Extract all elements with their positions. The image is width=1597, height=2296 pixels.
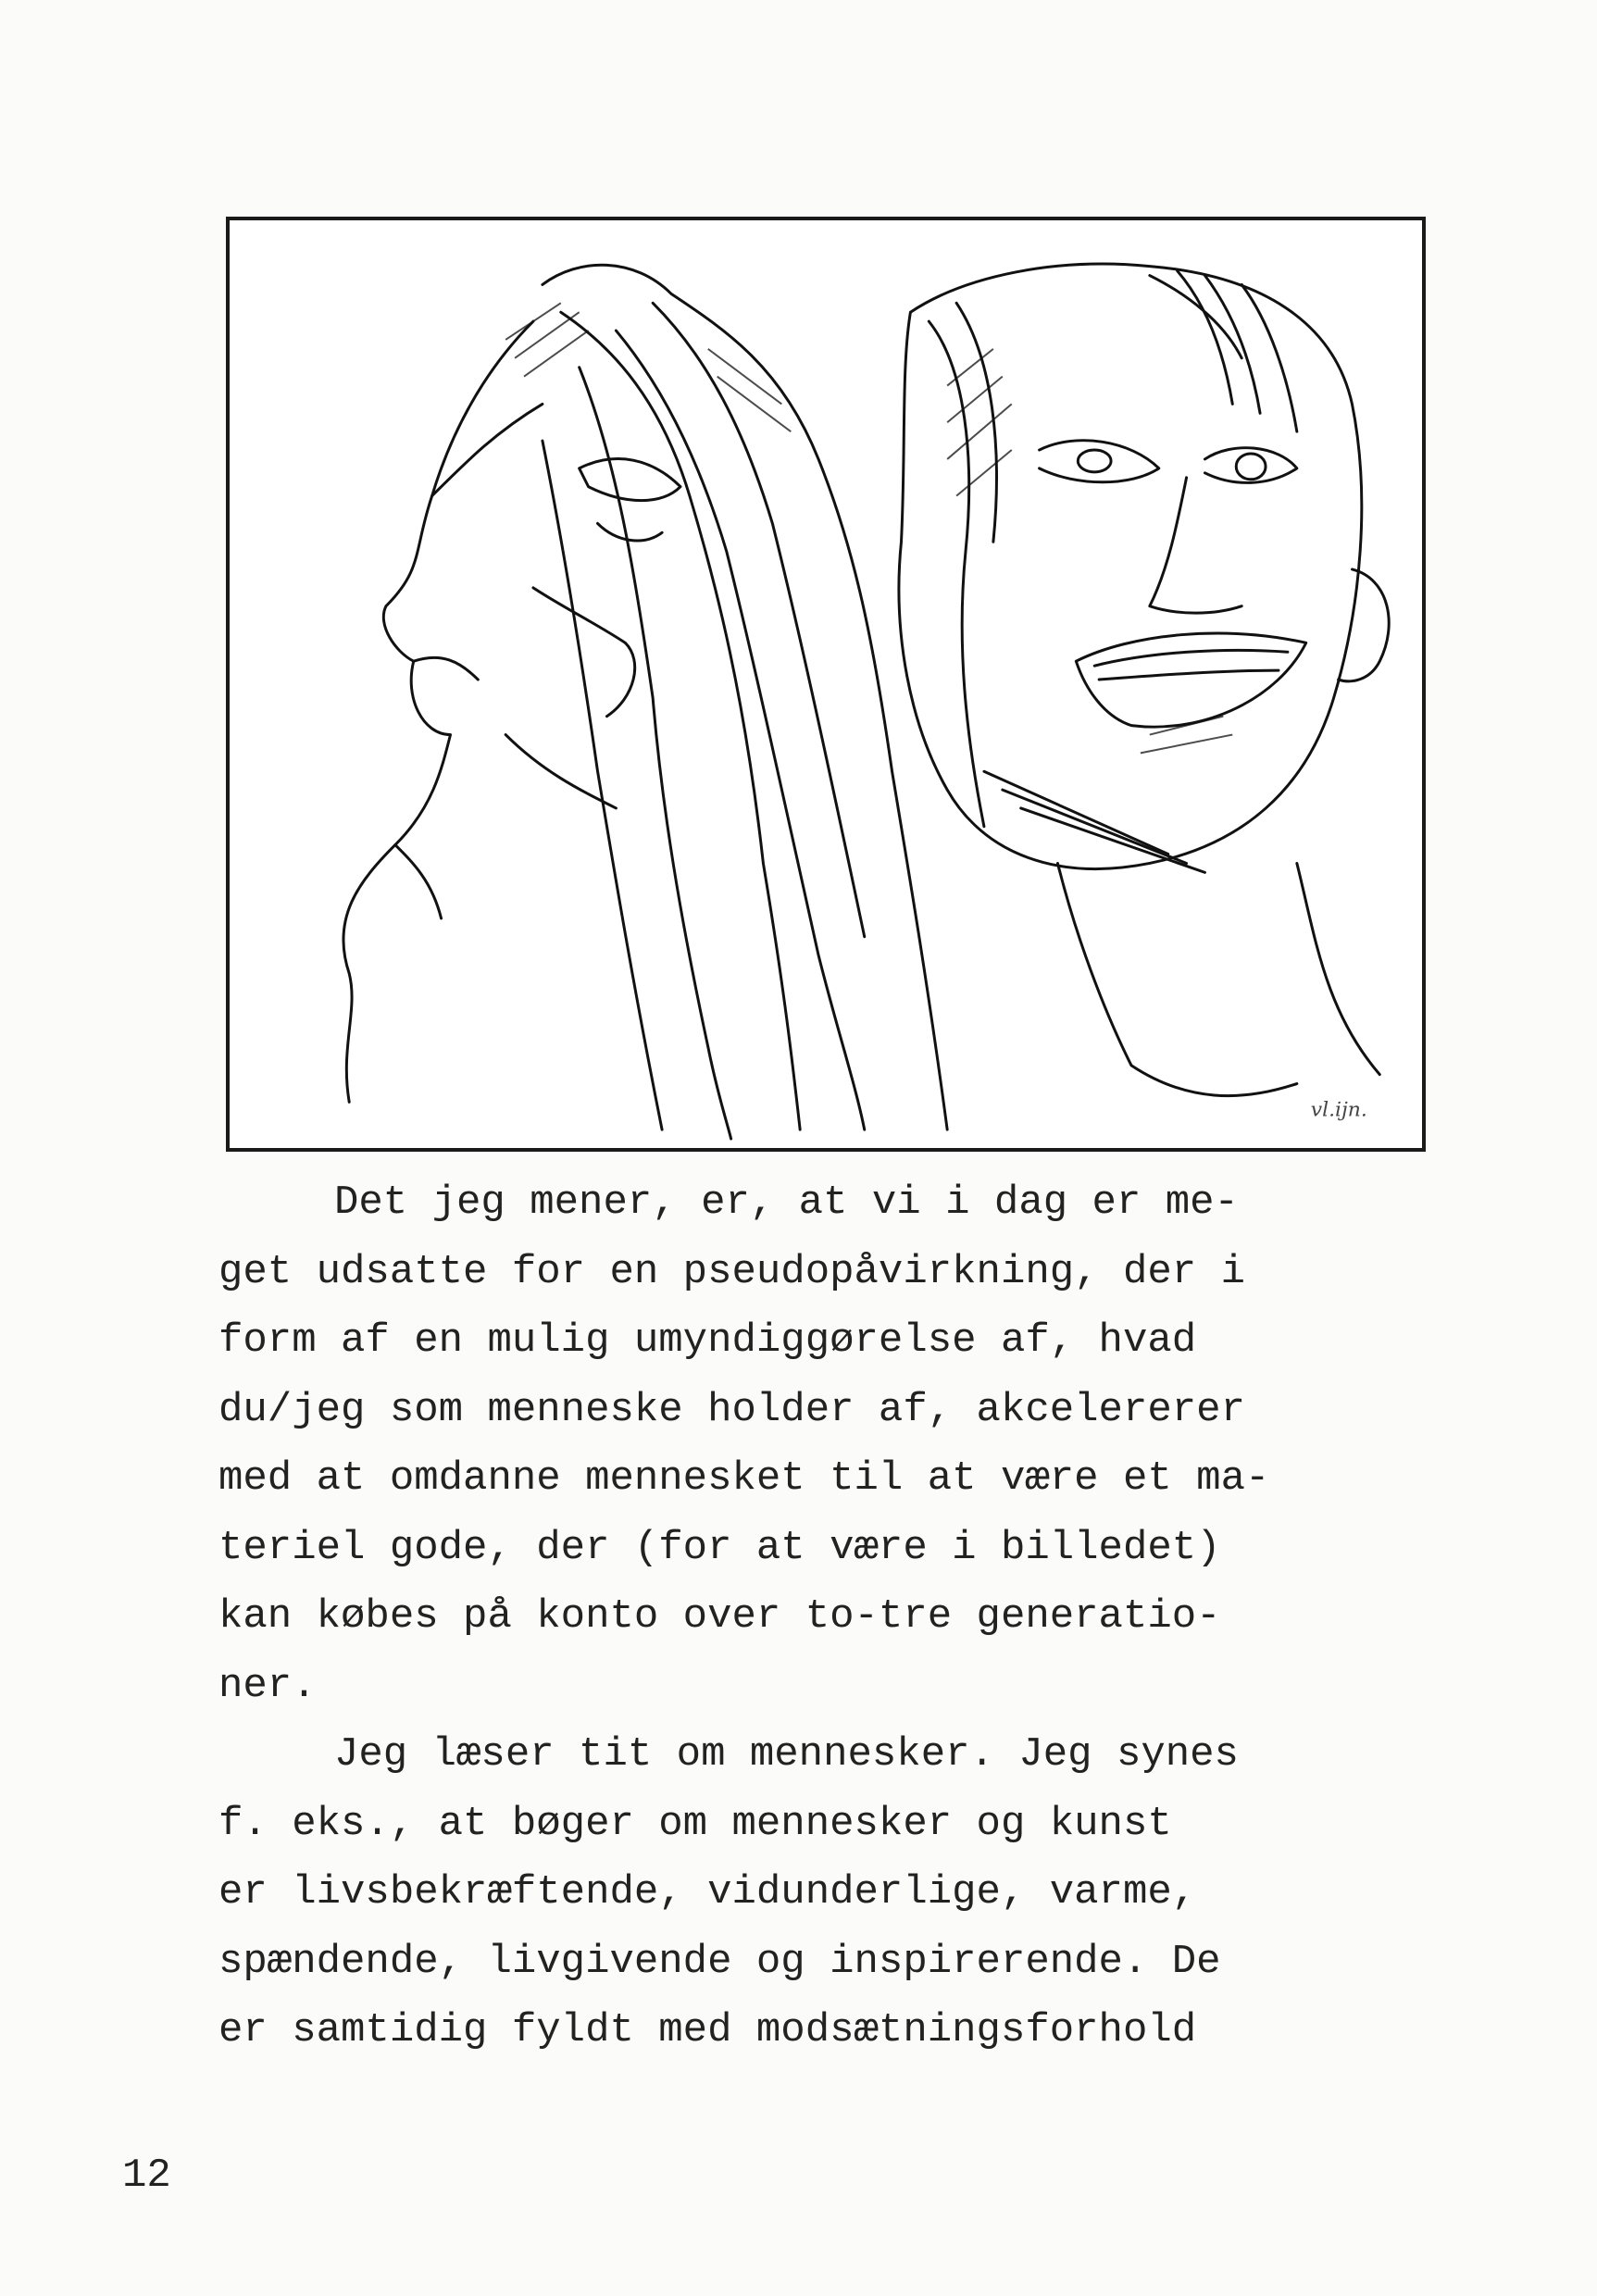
paragraph-1-line-6: teriel gode, der (for at være i billedet): [218, 1524, 1221, 1571]
paragraph-1-line-7: kan købes på konto over to-tre generatio-: [218, 1593, 1221, 1640]
artist-signature: vl.ijn.: [1310, 1098, 1367, 1122]
paragraph-1-line-4: du/jeg som menneske holder af, akcelererer: [218, 1386, 1245, 1433]
paragraph-1-line-5: med at omdanne mennesket til at være et ma-: [218, 1455, 1270, 1502]
page-number: 12: [122, 2152, 171, 2199]
paragraph-1-line-8: ner.: [218, 1662, 317, 1709]
paragraph-2-line-3: er livsbekræftende, vidunderlige, varme,: [218, 1869, 1197, 1915]
paragraph-2-line-4: spændende, livgivende og inspirerende. De: [218, 1938, 1221, 1985]
paragraph-2-line-2: f. eks., at bøger om mennesker og kunst: [218, 1800, 1172, 1847]
paragraph-2-line-1: Jeg læser tit om mennesker. Jeg synes: [334, 1731, 1239, 1778]
paragraph-2-line-5: er samtidig fyldt med modsætningsforhold: [218, 2007, 1197, 2053]
paragraph-1-line-1: Det jeg mener, er, at vi i dag er me-: [334, 1179, 1239, 1226]
ink-sketch-illustration: [226, 217, 1426, 1152]
paragraph-1-line-2: get udsatte for en pseudopåvirkning, der i: [218, 1248, 1245, 1295]
two-faces-sketch-icon: [230, 220, 1422, 1148]
paragraph-1-line-3: form af en mulig umyndiggørelse af, hvad: [218, 1317, 1197, 1364]
body-text: [218, 1168, 1422, 2065]
